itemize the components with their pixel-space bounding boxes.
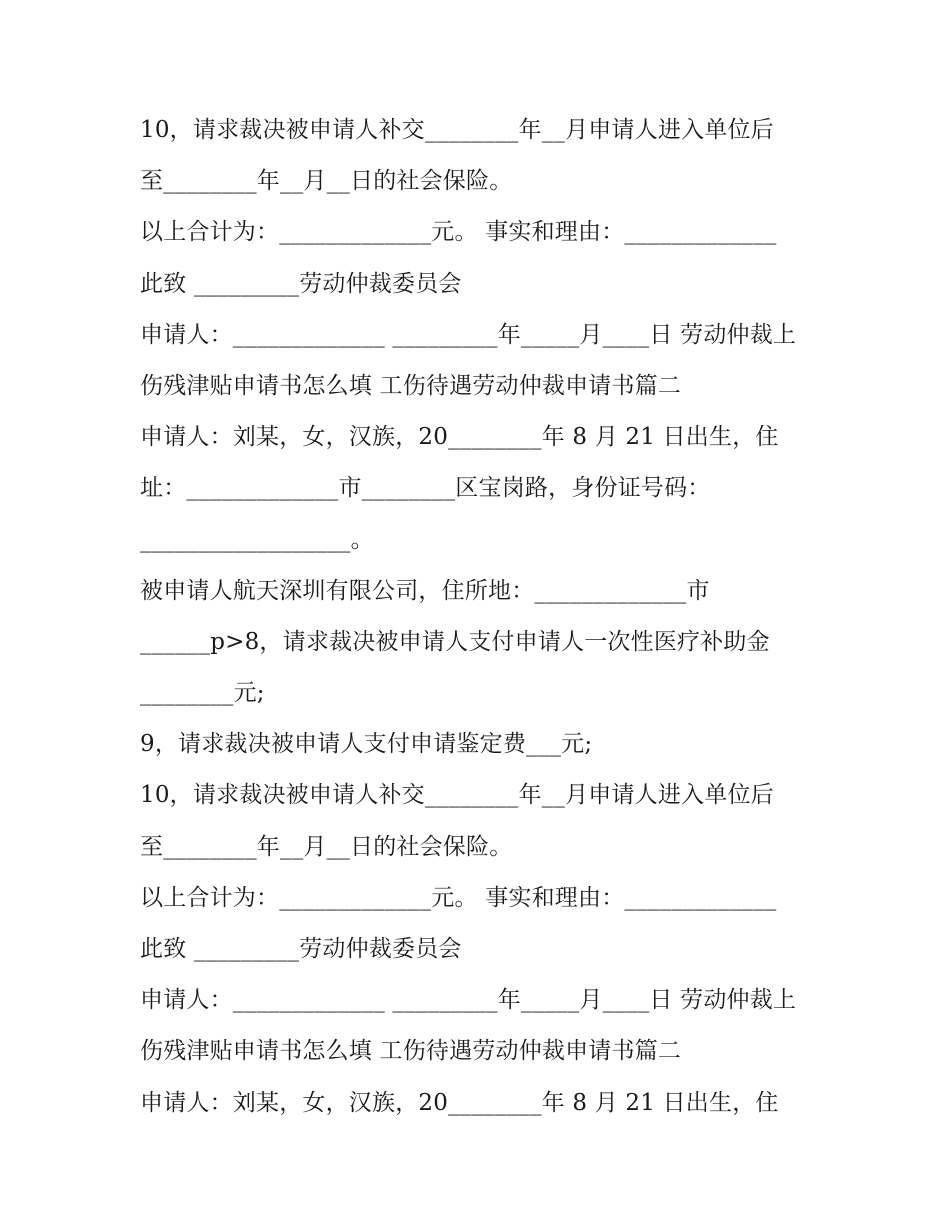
text-line: 址：_____________市________区宝岗路，身份证号码： xyxy=(140,475,711,502)
text-line: 至________年__月__日的社会保险。 xyxy=(140,833,513,860)
text-line: 此致 _________劳动仲裁委员会 xyxy=(140,270,462,297)
text-line: 以上合计为：_____________元。 事实和理由：_____________ xyxy=(140,219,777,246)
text-line: 伤残津贴申请书怎么填 工伤待遇劳动仲裁申请书篇二 xyxy=(140,372,682,399)
text-line: 被申请人航天深圳有限公司，住所地：_____________市 xyxy=(140,577,710,604)
text-line: 申请人：_____________ _________年_____月____日 劳动仲裁上 xyxy=(140,987,797,1014)
text-line: __________________。 xyxy=(140,526,374,553)
text-line: 伤残津贴申请书怎么填 工伤待遇劳动仲裁申请书篇二 xyxy=(140,1038,682,1065)
text-line: 9，请求裁决被申请人支付申请鉴定费___元; xyxy=(140,731,593,758)
text-line: 申请人：_____________ _________年_____月____日 劳动仲裁上 xyxy=(140,321,797,348)
text-line: 申请人：刘某，女，汉族，20________年 8 月 21 日出生，住 xyxy=(140,424,779,451)
text-line: 10，请求裁决被申请人补交________年__月申请人进入单位后 xyxy=(140,117,774,143)
text-line: 至________年__月__日的社会保险。 xyxy=(140,168,513,195)
text-line: 10，请求裁决被申请人补交________年__月申请人进入单位后 xyxy=(140,782,774,809)
text-line: ______p>8，请求裁决被申请人支付申请人一次性医疗补助金 xyxy=(140,628,770,655)
document-body xyxy=(140,108,820,1132)
text-line: 此致 _________劳动仲裁委员会 xyxy=(140,936,462,962)
text-line: 申请人：刘某，女，汉族，20________年 8 月 21 日出生，住 xyxy=(140,1089,779,1116)
text-line: 以上合计为：_____________元。 事实和理由：_____________ xyxy=(140,884,777,911)
text-line: ________元; xyxy=(140,680,265,707)
